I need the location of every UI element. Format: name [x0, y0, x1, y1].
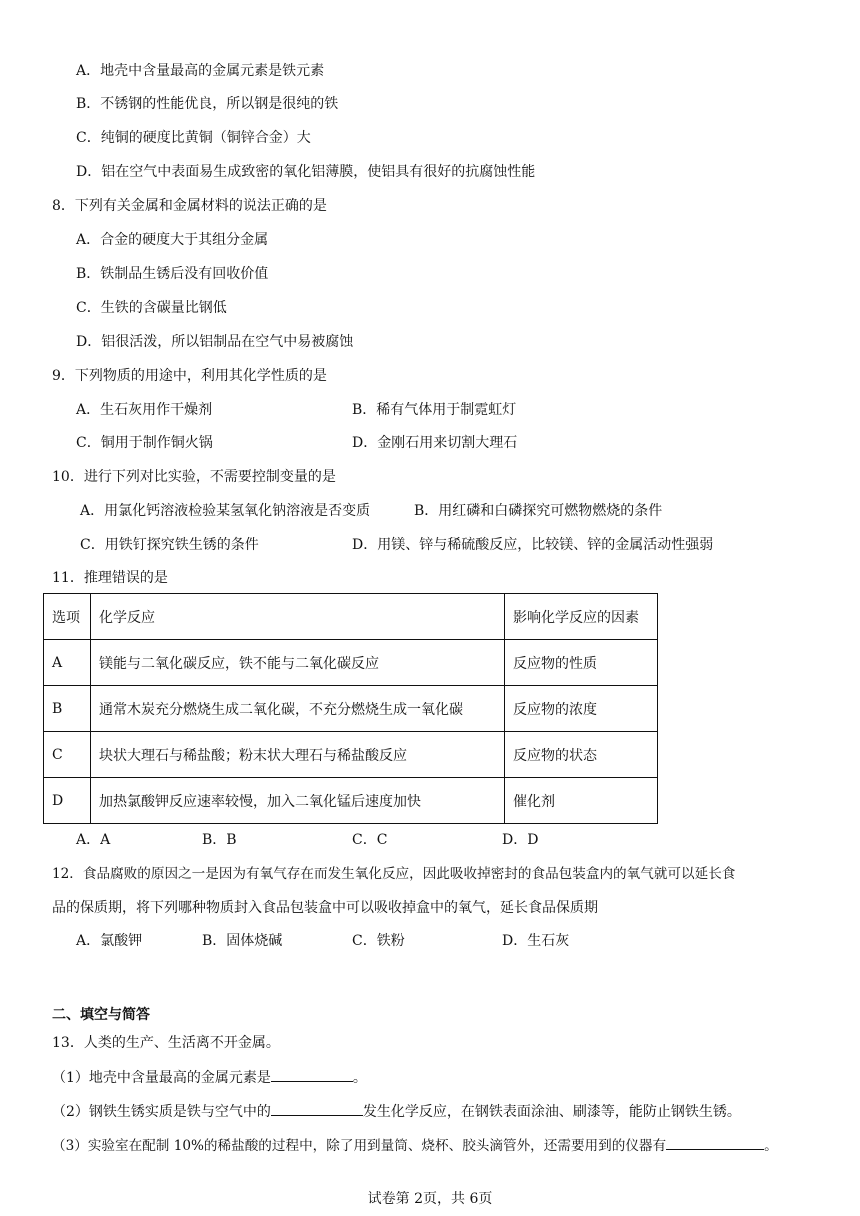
- q12-stem-line2: 品的保质期，将下列哪种物质封入食品包装盒中可以吸收掉盒中的氧气，延长食品保质期: [52, 900, 598, 916]
- table-cell: C: [44, 732, 91, 778]
- table-row: [44, 640, 658, 686]
- q11-stem: 11．推理错误的是: [52, 570, 168, 586]
- q10-option-c: C．用铁钉探究铁生锈的条件: [80, 537, 259, 553]
- q12-option-d: D．生石灰: [502, 933, 570, 949]
- q9-stem: 9．下列物质的用途中，利用其化学性质的是: [52, 368, 327, 384]
- q13-part3: [52, 1135, 778, 1156]
- q11-option-d: D．D: [502, 832, 539, 848]
- answer-blank[interactable]: [271, 1101, 363, 1116]
- q12-stem-line1: 12．食品腐败的原因之一是因为有氧气存在而发生氧化反应，因此吸收掉密封的食品包装盒内的氧气就可以延长食: [52, 866, 736, 882]
- q8-stem: 8．下列有关金属和金属材料的说法正确的是: [52, 198, 327, 214]
- table-cell: A: [44, 640, 91, 686]
- table-header-row: [44, 594, 658, 640]
- q13-part3-text: （3）实验室在配制 10%的稀盐酸的过程中，除了用到量筒、烧杯、胶头滴管外，还需要用到的仪器有: [52, 1138, 667, 1154]
- q11-option-c: C．C: [352, 832, 388, 848]
- table-row: [44, 732, 658, 778]
- q13-part1-end: 。: [352, 1070, 367, 1086]
- q9-option-c: C．铜用于制作铜火锅: [76, 435, 213, 451]
- q7-option-c: C．纯铜的硬度比黄铜（铜锌合金）大: [76, 130, 311, 146]
- q10-stem: 10．进行下列对比实验，不需要控制变量的是: [52, 469, 336, 485]
- q10-option-b: B．用红磷和白磷探究可燃物燃烧的条件: [414, 503, 663, 519]
- q10-option-d: D．用镁、锌与稀硫酸反应，比较镁、锌的金属活动性强弱: [352, 537, 714, 553]
- q9-option-a: A．生石灰用作干燥剂: [76, 402, 213, 418]
- section-title: 二、填空与简答: [52, 1007, 150, 1023]
- answer-blank[interactable]: [271, 1067, 353, 1082]
- q13-part2: [52, 1101, 741, 1122]
- q13-part3-end: 。: [764, 1138, 778, 1154]
- table-cell: B: [44, 686, 91, 732]
- q13-part2-text: （2）钢铁生锈实质是铁与空气中的: [52, 1104, 271, 1120]
- q13-part2-end: 发生化学反应，在钢铁表面涂油、刷漆等，能防止钢铁生锈。: [362, 1104, 741, 1120]
- table-row: [44, 778, 658, 824]
- q13-part1: [52, 1067, 367, 1088]
- page-footer: 试卷第 2页，共 6页: [367, 1191, 493, 1207]
- q7-option-d: D．铝在空气中表面易生成致密的氧化铝薄膜，使铝具有很好的抗腐蚀性能: [76, 164, 536, 180]
- table-header-cell: 选项: [44, 594, 91, 640]
- table-cell: 加热氯酸钾反应速率较慢，加入二氧化锰后速度加快: [91, 778, 505, 824]
- q11-option-a: A．A: [76, 832, 111, 848]
- q11-option-b: B．B: [202, 832, 237, 848]
- q10-option-a: A．用氯化钙溶液检验某氢氧化钠溶液是否变质: [80, 503, 371, 519]
- q9-option-d: D．金刚石用来切割大理石: [352, 435, 518, 451]
- q13-stem: 13．人类的生产、生活离不开金属。: [52, 1035, 280, 1051]
- q8-option-b: B．铁制品生锈后没有回收价值: [76, 266, 269, 282]
- table-cell: 催化剂: [505, 778, 658, 824]
- q9-option-b: B．稀有气体用于制霓虹灯: [352, 402, 517, 418]
- table-cell: 块状大理石与稀盐酸；粉末状大理石与稀盐酸反应: [91, 732, 505, 778]
- q8-option-c: C．生铁的含碳量比钢低: [76, 300, 227, 316]
- table-cell: 通常木炭充分燃烧生成二氧化碳，不充分燃烧生成一氧化碳: [91, 686, 505, 732]
- table-cell: 反应物的浓度: [505, 686, 658, 732]
- answer-blank[interactable]: [666, 1135, 764, 1150]
- table-row: [44, 686, 658, 732]
- table-cell: 反应物的状态: [505, 732, 658, 778]
- q13-part1-text: （1）地壳中含量最高的金属元素是: [52, 1070, 271, 1086]
- table-cell: 反应物的性质: [505, 640, 658, 686]
- table-header-cell: 影响化学反应的因素: [505, 594, 658, 640]
- q8-option-d: D．铝很活泼，所以铝制品在空气中易被腐蚀: [76, 334, 354, 350]
- table-header-cell: 化学反应: [91, 594, 505, 640]
- q8-option-a: A．合金的硬度大于其组分金属: [76, 232, 269, 248]
- q7-option-b: B．不锈钢的性能优良，所以钢是很纯的铁: [76, 96, 339, 112]
- table-cell: D: [44, 778, 91, 824]
- q12-option-a: A．氯酸钾: [76, 933, 143, 949]
- q12-option-b: B．固体烧碱: [202, 933, 283, 949]
- table-cell: 镁能与二氧化碳反应，铁不能与二氧化碳反应: [91, 640, 505, 686]
- q12-option-c: C．铁粉: [352, 933, 405, 949]
- q7-option-a: A．地壳中含量最高的金属元素是铁元素: [76, 63, 325, 79]
- q11-table: [43, 593, 658, 824]
